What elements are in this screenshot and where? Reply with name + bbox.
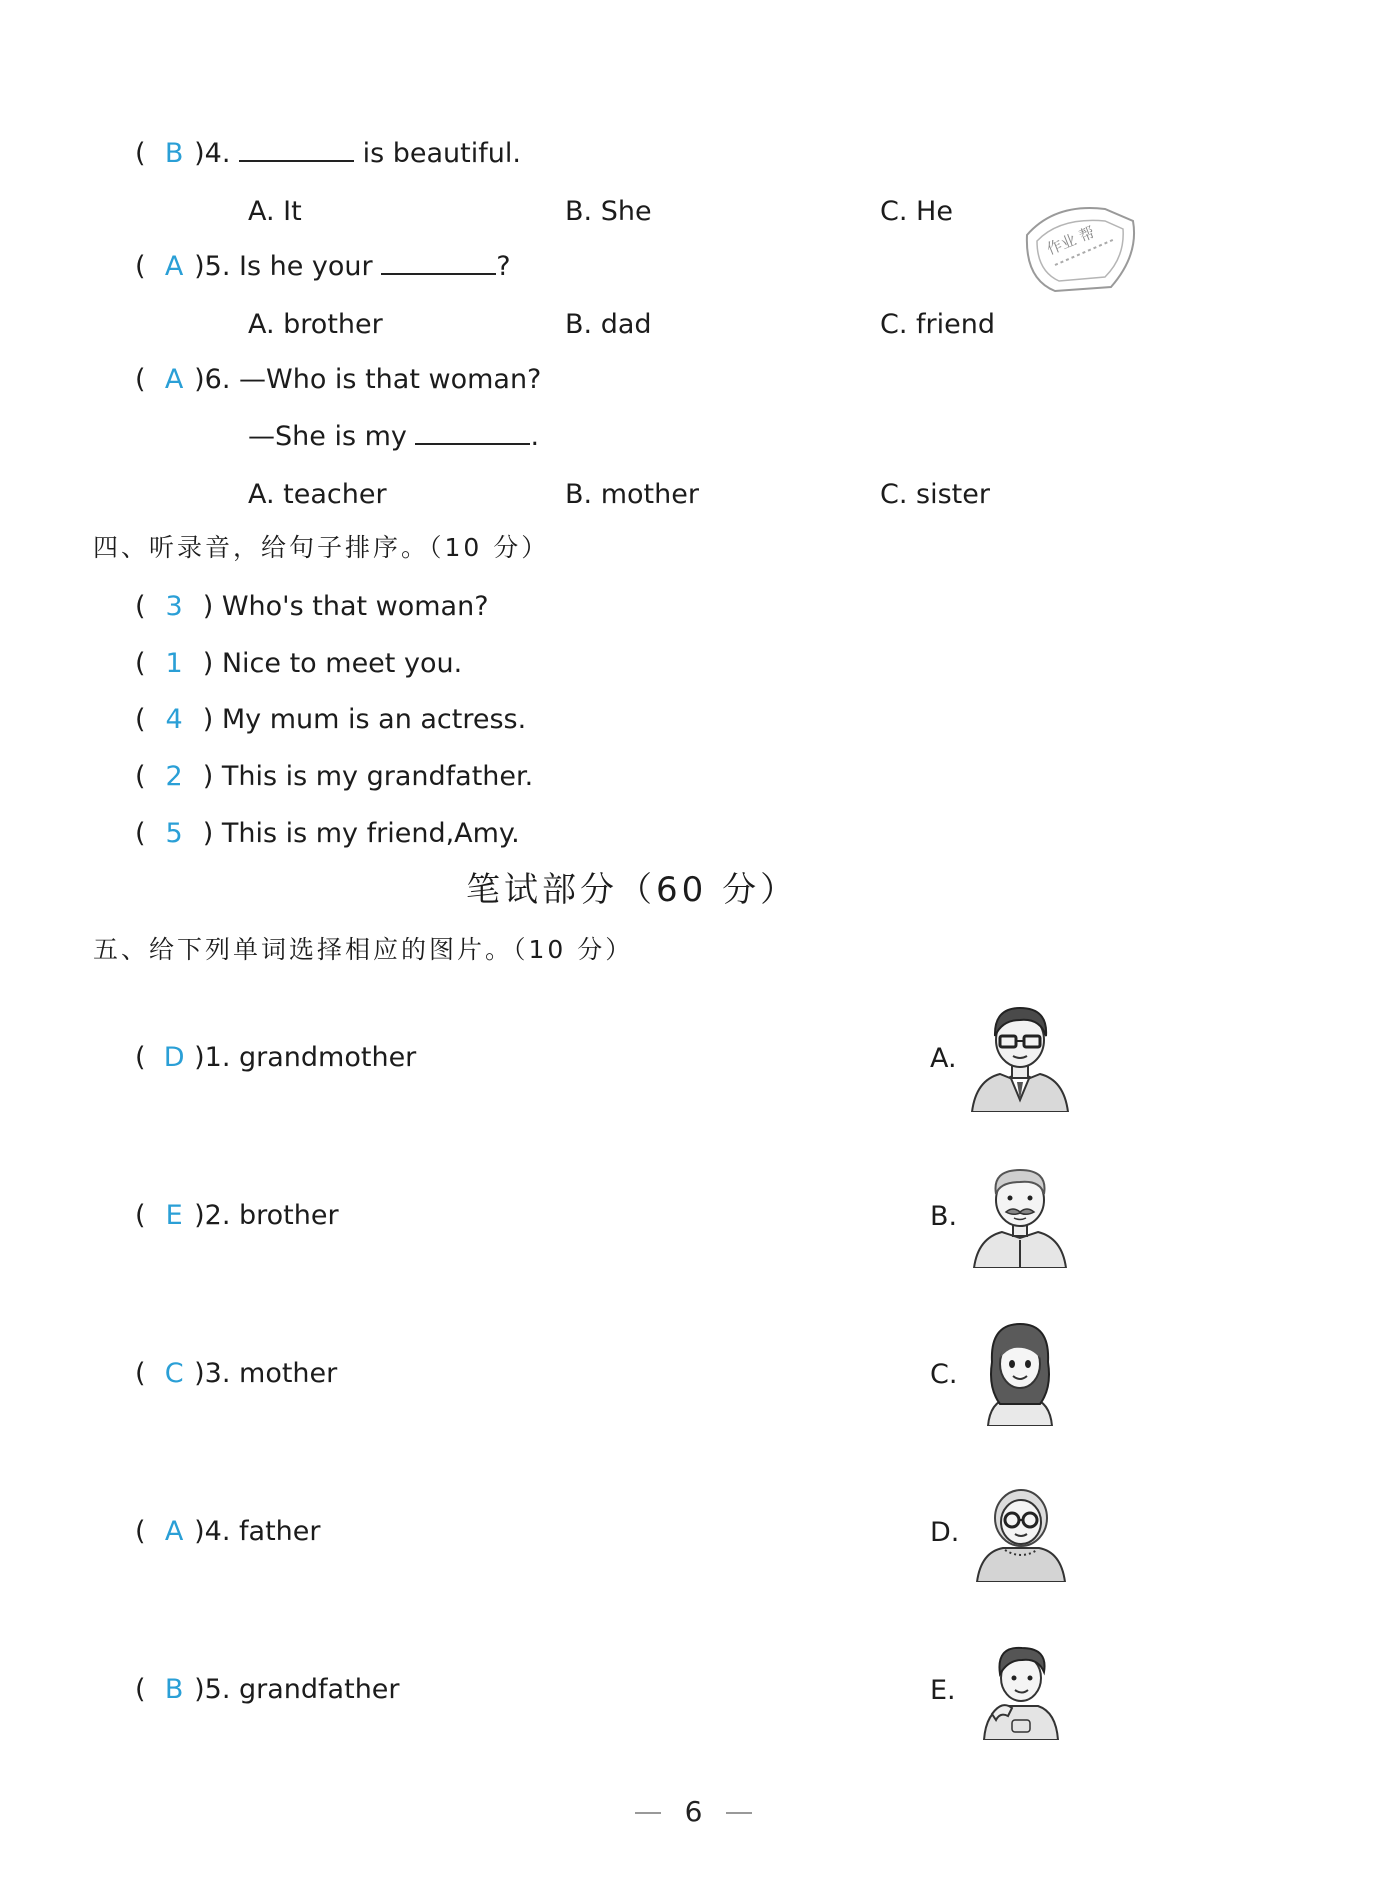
sentence: My mum is an actress.	[221, 704, 527, 735]
word: grandfather	[239, 1674, 400, 1705]
close-paren: )	[194, 591, 214, 622]
question-4	[135, 140, 521, 167]
match-item	[135, 1202, 339, 1229]
option-c: C. He	[880, 196, 953, 227]
order-item	[135, 593, 489, 620]
answer-mark: 1	[165, 648, 183, 679]
word: brother	[239, 1200, 339, 1231]
option-b: B. mother	[565, 479, 699, 510]
option-a: A. It	[248, 196, 302, 227]
old-woman-icon	[975, 1478, 1067, 1582]
option-a: A. teacher	[248, 479, 387, 510]
picture-boy	[978, 1640, 1064, 1744]
open-paren: (	[135, 648, 155, 679]
old-man-icon	[970, 1160, 1070, 1268]
order-item	[135, 820, 520, 847]
answer-mark: B	[164, 138, 184, 169]
word: grandmother	[239, 1042, 417, 1073]
open-paren: (	[135, 591, 155, 622]
sentence: Who's that woman?	[221, 591, 489, 622]
match-item	[135, 1518, 320, 1545]
young-woman-icon	[980, 1318, 1060, 1426]
picture-label: E.	[930, 1675, 956, 1706]
sentence: This is my grandfather.	[221, 761, 534, 792]
sentence: Nice to meet you.	[221, 648, 463, 679]
word: mother	[239, 1358, 338, 1389]
section-4-title: 四、听录音，给句子排序。（10 分）	[93, 533, 550, 562]
match-item	[135, 1044, 416, 1071]
answer-mark: A	[164, 364, 184, 395]
sentence: This is my friend,Amy.	[221, 818, 520, 849]
section-5-title: 五、给下列单词选择相应的图片。（10 分）	[93, 935, 634, 964]
footer-dash-right	[726, 1812, 752, 1814]
answer-mark: A	[164, 1516, 184, 1547]
close-paren: )	[194, 704, 214, 735]
answer-mark: A	[164, 251, 184, 282]
page-number: 6	[684, 1795, 703, 1828]
open-paren: (	[135, 364, 155, 395]
picture-label: A.	[930, 1043, 957, 1074]
option-b: B. dad	[565, 309, 652, 340]
order-item	[135, 706, 526, 733]
question-6-reply	[248, 423, 539, 450]
boy-icon	[978, 1640, 1064, 1740]
open-paren: (	[135, 1674, 155, 1705]
question-number: )6.	[194, 364, 231, 395]
open-paren: (	[135, 761, 155, 792]
question-text: is beautiful.	[354, 138, 521, 169]
open-paren: (	[135, 251, 155, 282]
fill-blank	[381, 272, 496, 275]
question-number: )4.	[194, 138, 231, 169]
answer-mark: 2	[165, 761, 183, 792]
fill-blank	[415, 442, 530, 445]
answer-mark: 3	[165, 591, 183, 622]
answer-mark: E	[165, 1200, 183, 1231]
order-item	[135, 763, 533, 790]
question-5	[135, 253, 511, 280]
answer-mark: 4	[165, 704, 183, 735]
picture-label: C.	[930, 1359, 958, 1390]
option-b: B. She	[565, 196, 652, 227]
item-number: )1.	[194, 1042, 231, 1073]
open-paren: (	[135, 704, 155, 735]
item-number: )4.	[194, 1516, 231, 1547]
word: father	[239, 1516, 321, 1547]
picture-label: B.	[930, 1201, 958, 1232]
option-c: C. friend	[880, 309, 995, 340]
picture-old-woman	[975, 1478, 1067, 1586]
picture-young-woman	[980, 1318, 1060, 1430]
open-paren: (	[135, 818, 155, 849]
reply-text: —She is my	[248, 421, 416, 452]
item-number: )5.	[194, 1674, 231, 1705]
answer-mark: 5	[165, 818, 183, 849]
stamp-text: 作业 帮	[1044, 223, 1098, 259]
written-part-title: 笔试部分（60 分）	[466, 870, 799, 910]
footer-dash-left	[635, 1812, 661, 1814]
fill-blank	[239, 159, 354, 162]
close-paren: )	[194, 818, 214, 849]
question-text-end: ?	[496, 251, 511, 282]
answer-mark: D	[163, 1042, 185, 1073]
question-6	[135, 366, 541, 393]
picture-man-glasses	[970, 1000, 1070, 1116]
question-number: )5.	[194, 251, 231, 282]
picture-old-man	[970, 1160, 1070, 1272]
close-paren: )	[194, 761, 214, 792]
close-paren: )	[194, 648, 214, 679]
open-paren: (	[135, 1200, 155, 1231]
open-paren: (	[135, 1516, 155, 1547]
open-paren: (	[135, 1358, 155, 1389]
reply-end: .	[530, 421, 540, 452]
man-with-glasses-icon	[970, 1000, 1070, 1112]
open-paren: (	[135, 1042, 155, 1073]
answer-mark: B	[164, 1674, 184, 1705]
page-footer	[0, 1795, 1387, 1828]
item-number: )3.	[194, 1358, 231, 1389]
stamp-icon	[1015, 195, 1145, 305]
open-paren: (	[135, 138, 155, 169]
match-item	[135, 1676, 400, 1703]
question-text: —Who is that woman?	[239, 364, 542, 395]
item-number: )2.	[194, 1200, 231, 1231]
homework-stamp	[1015, 195, 1145, 309]
match-item	[135, 1360, 337, 1387]
option-a: A. brother	[248, 309, 383, 340]
picture-label: D.	[930, 1517, 960, 1548]
question-text: Is he your	[239, 251, 382, 282]
option-c: C. sister	[880, 479, 990, 510]
answer-mark: C	[164, 1358, 184, 1389]
order-item	[135, 650, 462, 677]
